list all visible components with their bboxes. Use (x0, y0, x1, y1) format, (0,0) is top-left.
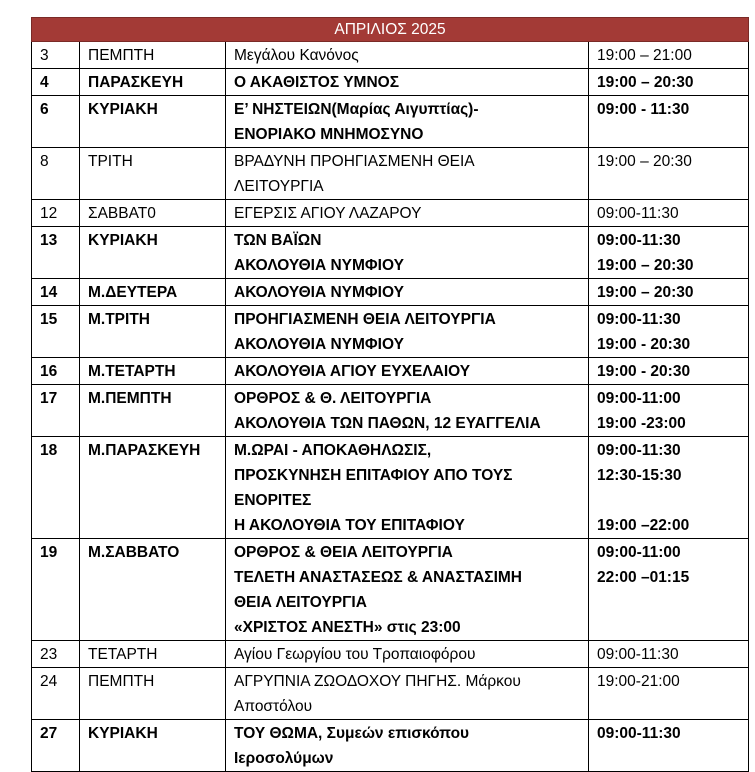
weekday-cell (80, 42, 226, 69)
time-cell (589, 641, 749, 668)
weekday-cell (80, 641, 226, 668)
time-cell-line: 19:00 –22:00 (597, 517, 690, 534)
time-cell-line: 09:00-11:00 (597, 544, 681, 561)
schedule-table (31, 17, 749, 772)
weekday-cell (80, 306, 226, 358)
weekday-cell (80, 227, 226, 279)
day-cell (32, 96, 80, 148)
service-cell-line: ΟΡΘΡΟΣ & Θ. ΛΕΙΤΟΥΡΓΙΑ (234, 390, 432, 407)
schedule-row (32, 641, 749, 668)
time-cell (589, 279, 749, 306)
time-cell-line: 19:00 – 20:30 (597, 257, 694, 274)
service-cell (226, 385, 589, 437)
time-cell-line: 19:00 - 20:30 (597, 363, 691, 380)
day-cell (32, 641, 80, 668)
time-cell (589, 69, 749, 96)
service-cell (226, 306, 589, 358)
time-cell-line: 19:00 – 20:30 (597, 284, 694, 301)
service-cell-line: Αποστόλου (234, 698, 313, 715)
schedule-row (32, 306, 749, 358)
schedule-row (32, 227, 749, 279)
day-cell-line: 19 (40, 544, 58, 561)
weekday-cell-line: Μ.ΠΕΜΠΤΗ (88, 390, 172, 407)
service-cell-line: ΑΚΟΛΟΥΘΙΑ ΝΥΜΦΙΟΥ (234, 336, 404, 353)
weekday-cell (80, 148, 226, 200)
weekday-cell-line: ΠΕΜΠΤΗ (88, 673, 155, 690)
schedule-row (32, 720, 749, 772)
service-cell-line: Ο ΑΚΑΘΙΣΤΟΣ ΥΜΝΟΣ (234, 74, 399, 91)
service-cell (226, 641, 589, 668)
weekday-cell (80, 668, 226, 720)
service-cell (226, 358, 589, 385)
time-cell (589, 148, 749, 200)
time-cell-line: 09:00-11:30 (597, 725, 681, 742)
time-cell-line: 09:00-11:30 (597, 646, 679, 663)
day-cell-line: 13 (40, 232, 58, 249)
weekday-cell-line: Μ.ΠΑΡΑΣΚΕΥΗ (88, 442, 201, 459)
service-cell-line: ΕΝΟΡΙΤΕΣ (234, 492, 312, 509)
day-cell-line: 27 (40, 725, 58, 742)
day-cell (32, 42, 80, 69)
service-cell-line: ΑΚΟΛΟΥΘΙΑ ΝΥΜΦΙΟΥ (234, 284, 404, 301)
weekday-cell-line: ΠΑΡΑΣΚΕΥΗ (88, 74, 184, 91)
schedule-row (32, 279, 749, 306)
service-cell-line: ΤΩΝ ΒΑΪΩΝ (234, 232, 322, 249)
service-cell-line: Μ.ΩΡΑΙ - ΑΠΟΚΑΘΗΛΩΣΙΣ, (234, 442, 432, 459)
time-cell-line: 22:00 –01:15 (597, 569, 690, 586)
weekday-cell-line: ΣΑΒΒΑΤ0 (88, 205, 156, 222)
time-cell-line: 12:30-15:30 (597, 467, 682, 484)
day-cell (32, 279, 80, 306)
weekday-cell (80, 437, 226, 539)
time-cell-line: 19:00 -23:00 (597, 415, 686, 432)
service-cell-line: Αγίου Γεωργίου του Τροπαιοφόρου (234, 646, 476, 663)
day-cell (32, 200, 80, 227)
schedule-row (32, 96, 749, 148)
service-cell-line: ΤΕΛΕΤΗ ΑΝΑΣΤΑΣΕΩΣ & ΑΝΑΣΤΑΣΙΜΗ (234, 569, 522, 586)
day-cell-line: 15 (40, 311, 58, 328)
time-cell-line: 19:00-21:00 (597, 673, 680, 690)
day-cell (32, 227, 80, 279)
time-cell (589, 720, 749, 772)
time-cell (589, 306, 749, 358)
weekday-cell-line: Μ.ΤΡΙΤΗ (88, 311, 150, 328)
schedule-row (32, 437, 749, 539)
service-cell-line: ΑΚΟΛΟΥΘΙΑ ΤΩΝ ΠΑΘΩΝ, 12 ΕΥΑΓΓΕΛΙΑ (234, 415, 541, 432)
day-cell-line: 16 (40, 363, 58, 380)
service-cell (226, 539, 589, 641)
service-cell-line: Η ΑΚΟΛΟΥΘΙΑ ΤΟΥ ΕΠΙΤΑΦΙΟΥ (234, 517, 465, 534)
day-cell-line: 4 (40, 74, 49, 91)
time-cell-line: 09:00-11:30 (597, 311, 681, 328)
service-cell-line: Ε’ ΝΗΣΤΕΙΩΝ(Μαρίας Αιγυπτίας)- (234, 101, 479, 118)
time-cell-line: 19:00 - 20:30 (597, 336, 691, 353)
service-cell-line: ΑΓΡΥΠΝΙΑ ΖΩΟΔΟΧΟΥ ΠΗΓΗΣ. Μάρκου (234, 673, 521, 690)
service-cell-line: Ιεροσολύμων (234, 750, 334, 767)
service-cell-line: ΒΡΑΔΥΝΗ ΠΡΟΗΓΙΑΣΜΕΝΗ ΘΕΙΑ (234, 153, 475, 170)
schedule-row (32, 148, 749, 200)
month-header-row (32, 18, 749, 42)
schedule-row (32, 200, 749, 227)
time-cell (589, 200, 749, 227)
weekday-cell (80, 385, 226, 437)
schedule-row (32, 358, 749, 385)
weekday-cell (80, 539, 226, 641)
service-cell (226, 227, 589, 279)
weekday-cell-line: Μ.ΣΑΒΒΑΤΟ (88, 544, 180, 561)
day-cell (32, 385, 80, 437)
time-cell-line: 19:00 – 20:30 (597, 153, 692, 170)
weekday-cell (80, 200, 226, 227)
service-cell (226, 437, 589, 539)
service-cell (226, 279, 589, 306)
schedule-row (32, 539, 749, 641)
service-cell-line: ΕΝΟΡΙΑΚΟ ΜΝΗΜΟΣΥΝΟ (234, 126, 424, 143)
time-cell (589, 539, 749, 641)
service-cell (226, 200, 589, 227)
day-cell (32, 668, 80, 720)
day-cell (32, 148, 80, 200)
time-cell (589, 668, 749, 720)
weekday-cell-line: ΚΥΡΙΑΚΗ (88, 232, 158, 249)
schedule-row (32, 385, 749, 437)
time-cell-line (597, 488, 742, 513)
service-cell (226, 668, 589, 720)
day-cell (32, 69, 80, 96)
time-cell (589, 358, 749, 385)
day-cell-line: 18 (40, 442, 58, 459)
day-cell-line: 24 (40, 673, 58, 690)
time-cell (589, 42, 749, 69)
weekday-cell-line: ΠΕΜΠΤΗ (88, 47, 155, 64)
weekday-cell-line: Μ.ΤΕΤΑΡΤΗ (88, 363, 176, 380)
time-cell (589, 385, 749, 437)
time-cell-line: 19:00 – 20:30 (597, 74, 694, 91)
service-cell-line: «ΧΡΙΣΤΟΣ ΑΝΕΣΤΗ» στις 23:00 (234, 619, 461, 636)
weekday-cell (80, 358, 226, 385)
service-cell (226, 148, 589, 200)
day-cell (32, 306, 80, 358)
time-cell-line: 19:00 – 21:00 (597, 47, 692, 64)
service-cell-line: ΛΕΙΤΟΥΡΓΙΑ (234, 178, 324, 195)
service-cell-line: ΟΡΘΡΟΣ & ΘΕΙΑ ΛΕΙΤΟΥΡΓΙΑ (234, 544, 453, 561)
service-cell-line: ΘΕΙΑ ΛΕΙΤΟΥΡΓΙΑ (234, 594, 367, 611)
time-cell (589, 96, 749, 148)
time-cell-line: 09:00 - 11:30 (597, 101, 690, 118)
day-cell-line: 8 (40, 153, 49, 170)
month-header: ΑΠΡΙΛΙΟΣ 2025 (32, 18, 749, 42)
service-cell-line: ΑΚΟΛΟΥΘΙΑ ΑΓΙΟΥ ΕΥΧΕΛΑΙΟΥ (234, 363, 471, 380)
time-cell-line: 09:00-11:30 (597, 442, 681, 459)
weekday-cell (80, 279, 226, 306)
service-cell-line: ΤΟΥ ΘΩΜΑ, Συμεών επισκόπου (234, 725, 470, 742)
service-cell-line: ΕΓΕΡΣΙΣ ΑΓΙΟΥ ΛΑΖΑΡΟΥ (234, 205, 422, 222)
weekday-cell-line: ΤΕΤΑΡΤΗ (88, 646, 158, 663)
service-cell-line: Μεγάλου Κανόνος (234, 47, 359, 64)
weekday-cell (80, 69, 226, 96)
day-cell-line: 23 (40, 646, 58, 663)
schedule-body (32, 18, 749, 772)
time-cell (589, 437, 749, 539)
service-cell (226, 720, 589, 772)
day-cell-line: 6 (40, 101, 49, 118)
time-cell (589, 227, 749, 279)
day-cell-line: 17 (40, 390, 58, 407)
weekday-cell-line: ΤΡΙΤΗ (88, 153, 133, 170)
weekday-cell-line: Μ.ΔΕΥΤΕΡΑ (88, 284, 178, 301)
day-cell (32, 720, 80, 772)
service-cell (226, 96, 589, 148)
day-cell (32, 437, 80, 539)
day-cell-line: 12 (40, 205, 58, 222)
service-cell-line: ΠΡΟΣΚΥΝΗΣΗ ΕΠΙΤΑΦΙΟΥ ΑΠΟ ΤΟΥΣ (234, 467, 513, 484)
service-cell-line: ΠΡΟΗΓΙΑΣΜΕΝΗ ΘΕΙΑ ΛΕΙΤΟΥΡΓΙΑ (234, 311, 496, 328)
weekday-cell (80, 96, 226, 148)
day-cell-line: 14 (40, 284, 58, 301)
weekday-cell-line: ΚΥΡΙΑΚΗ (88, 101, 158, 118)
time-cell-line: 09:00-11:30 (597, 205, 679, 222)
day-cell (32, 539, 80, 641)
weekday-cell (80, 720, 226, 772)
schedule-row (32, 668, 749, 720)
day-cell-line: 3 (40, 47, 49, 64)
time-cell-line: 09:00-11:00 (597, 390, 681, 407)
day-cell (32, 358, 80, 385)
service-cell (226, 42, 589, 69)
service-cell (226, 69, 589, 96)
schedule-row (32, 42, 749, 69)
time-cell-line: 09:00-11:30 (597, 232, 681, 249)
weekday-cell-line: ΚΥΡΙΑΚΗ (88, 725, 158, 742)
service-cell-line: ΑΚΟΛΟΥΘΙΑ ΝΥΜΦΙΟΥ (234, 257, 404, 274)
schedule-row (32, 69, 749, 96)
